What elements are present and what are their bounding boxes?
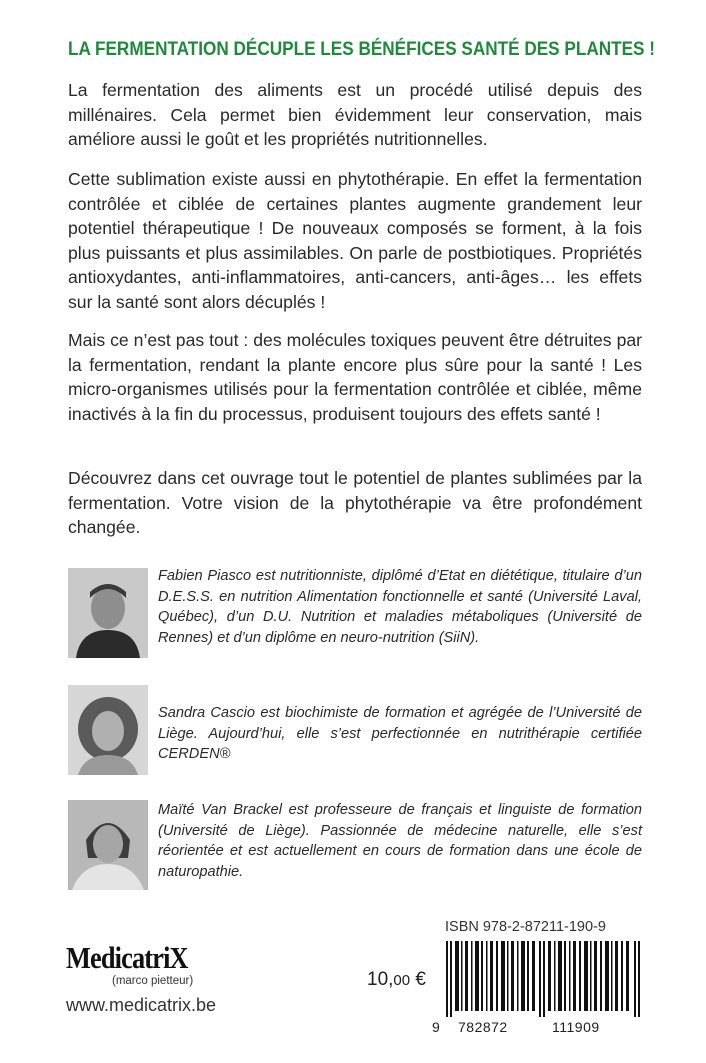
book-title: LA FERMENTATION DÉCUPLE LES BÉNÉFICES SANTÉ DES PLANTES ! xyxy=(68,38,655,60)
barcode-digits-right: 111909 xyxy=(552,1019,600,1035)
author-photo-fabien xyxy=(68,568,148,658)
barcode-image xyxy=(446,941,642,1017)
description-paragraph-2: Cette sublimation existe aussi en phytothérapie. En effet la fermentation contrôlée et ciblée de certaines plantes augmente grandement leur potentiel thérapeutique ! De nouveaux composés se forment, à la fois plus puissants et plus assimilables. On parle de postbiotiques. Propriétés antioxydantes, anti-inflammatoires, anti-cancers, anti-âges… les effets sur la santé sont alors décuplés ! xyxy=(68,169,642,312)
publisher-website: www.medicatrix.be xyxy=(66,995,217,1015)
publisher-subtitle: (marco pietteur) xyxy=(112,975,194,987)
price-units: 10, xyxy=(367,969,394,990)
barcode-digit-first: 9 xyxy=(432,1019,440,1035)
publisher-logo: MedicatriX xyxy=(66,940,188,975)
description-paragraph-1: La fermentation des aliments est un procédé utilisé depuis des millénaires. Cela permet bien évidemment leur conservation, mais améliore aussi le goût et les propriétés nutritionnelles. xyxy=(68,80,642,149)
author-bio-fabien: Fabien Piasco est nutritionniste, diplômé d’Etat en diététique, titulaire d’un D.E.S.S. en nutrition Alimentation fonctionnelle et santé (Université Laval, Québec), d’un D.U. Nutrition et maladies métaboliques (Université de Rennes) et d’un diplôme en neuro-nutrition (SiiN). xyxy=(158,568,642,646)
price-currency: € xyxy=(415,969,426,990)
author-bio-maite: Maïté Van Brackel est professeure de français et linguiste de formation (Université de Liège). Passionnée de médecine naturelle, elle s’est réorientée et est actuellement en cours de formation dans une école de naturopathie. xyxy=(158,802,642,880)
price-cents: 00 xyxy=(393,972,411,989)
author-photo-sandra xyxy=(68,685,148,775)
description-paragraph-4: Découvrez dans cet ouvrage tout le potentiel de plantes sublimées par la fermentation. Votre vision de la phytothérapie va être profondément changée. xyxy=(68,468,642,537)
description-paragraph-3: Mais ce n’est pas tout : des molécules toxiques peuvent être détruites par la fermentation, rendant la plante encore plus sûre pour la santé ! Les micro-organismes utilisés pour la fermentation contrôlée et ciblée, même inactivés à la fin du processus, produisent toujours des effets santé ! xyxy=(68,330,642,424)
isbn-label: ISBN 978-2-87211-190-9 xyxy=(445,919,606,935)
author-bio-sandra: Sandra Cascio est biochimiste de formation et agrégée de l’Université de Liège. Aujourd’hui, elle s’est perfectionnée en nutrithérapie certifiée CERDEN® xyxy=(158,705,642,762)
price xyxy=(367,969,426,991)
author-photo-maite xyxy=(68,800,148,890)
barcode-digits-left: 782872 xyxy=(458,1019,508,1035)
